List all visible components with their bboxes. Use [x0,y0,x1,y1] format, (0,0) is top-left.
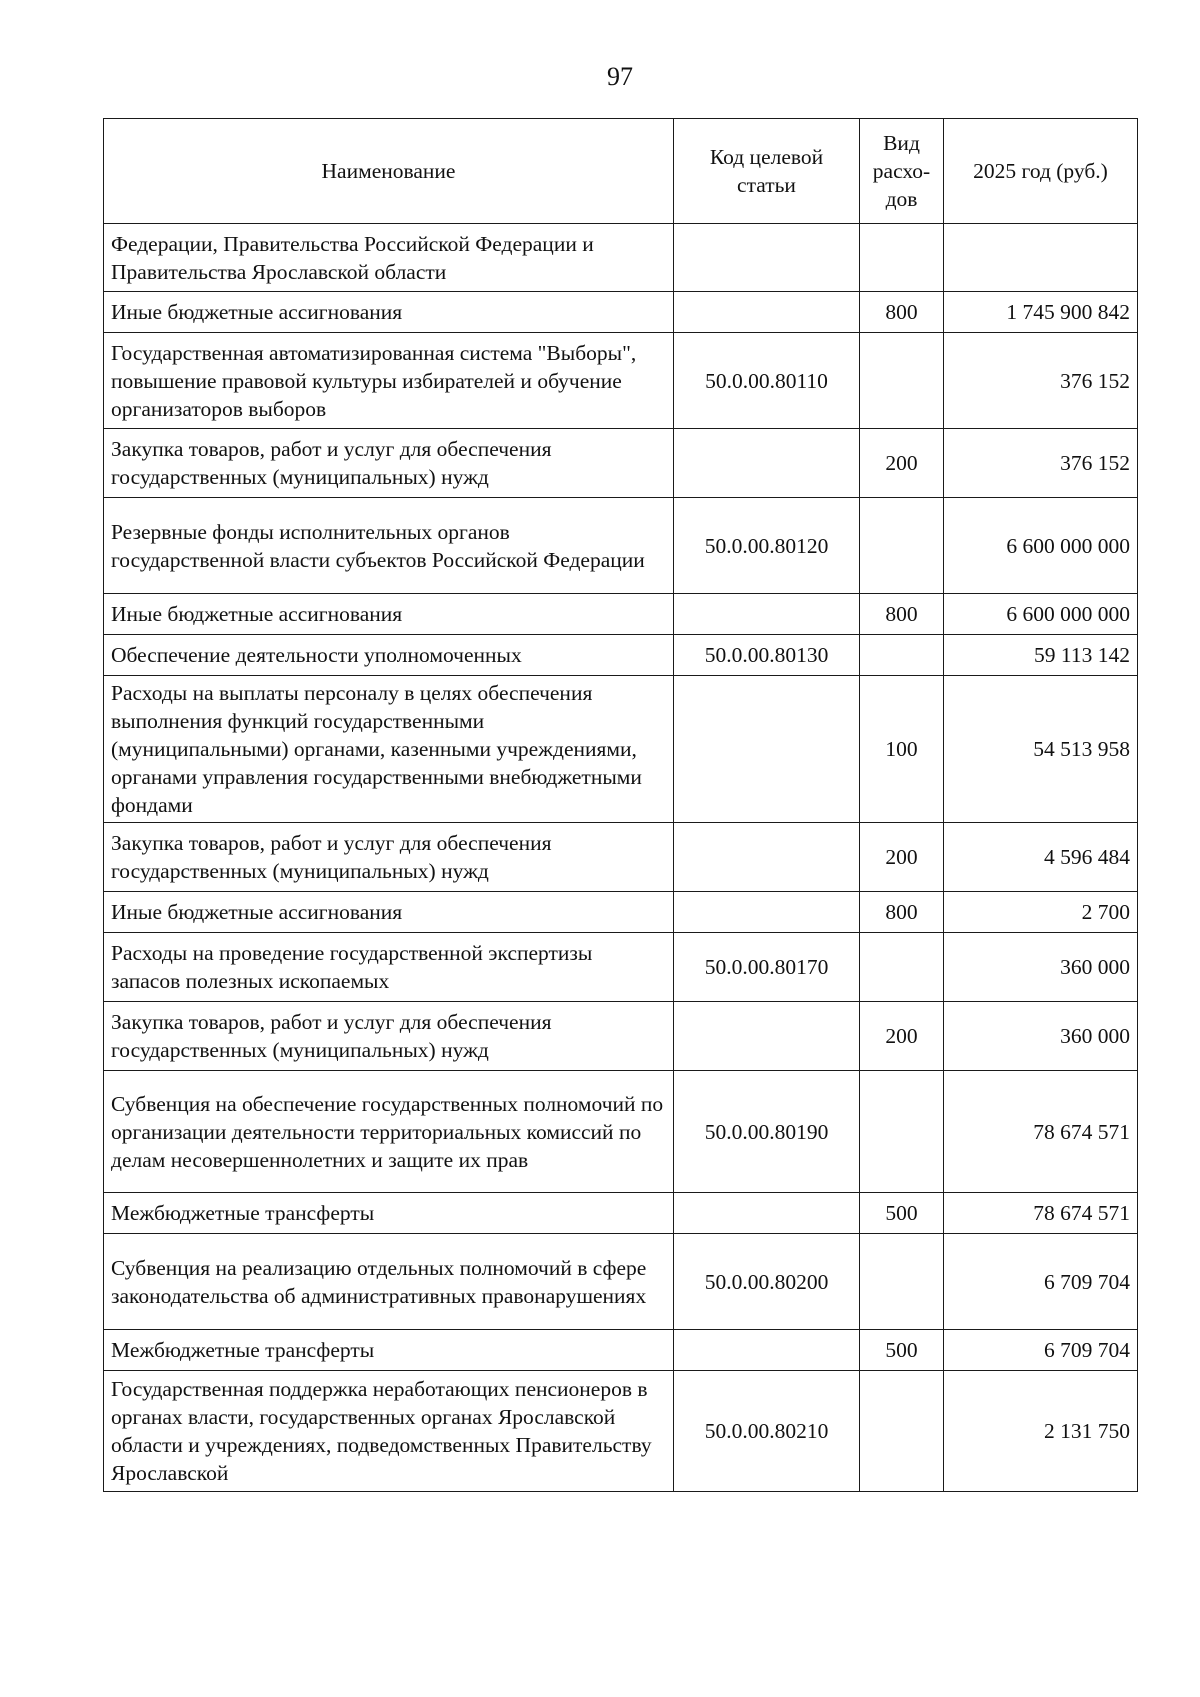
row-sum-cell: 6 709 704 [944,1234,1138,1330]
table-row [104,635,1138,676]
row-name-cell: Обеспечение деятельности уполномоченных [104,635,674,676]
row-code-cell: 50.0.00.80110 [674,333,860,429]
row-name-cell: Расходы на выплаты персоналу в целях обеспечения выполнения функций государственными (муниципальными) органами, казенными учреждениями, органами управления государственными внебюджетными фондами [104,676,674,823]
row-name-cell: Иные бюджетные ассигнования [104,594,674,635]
row-vid-cell: 200 [860,429,944,498]
row-vid-cell: 800 [860,594,944,635]
row-code-cell [674,1002,860,1071]
table-row [104,292,1138,333]
row-sum-cell: 78 674 571 [944,1193,1138,1234]
row-vid-cell [860,1371,944,1492]
row-sum-cell: 54 513 958 [944,676,1138,823]
row-sum-cell [944,224,1138,292]
table-row [104,823,1138,892]
row-vid-cell: 800 [860,892,944,933]
row-code-cell: 50.0.00.80190 [674,1071,860,1193]
row-sum-cell: 78 674 571 [944,1071,1138,1193]
row-code-cell [674,892,860,933]
row-name-cell: Иные бюджетные ассигнования [104,292,674,333]
table-row [104,224,1138,292]
table-row [104,933,1138,1002]
table-row [104,333,1138,429]
row-code-cell [674,594,860,635]
row-sum-cell: 6 600 000 000 [944,498,1138,594]
row-vid-cell: 100 [860,676,944,823]
table-row [104,498,1138,594]
row-name-cell: Закупка товаров, работ и услуг для обеспечения государственных (муниципальных) нужд [104,823,674,892]
table-row [104,594,1138,635]
row-name-cell: Федерации, Правительства Российской Федерации и Правительства Ярославской области [104,224,674,292]
row-code-cell [674,1330,860,1371]
row-name-cell: Субвенция на реализацию отдельных полномочий в сфере законодательства об административных правонарушениях [104,1234,674,1330]
row-vid-cell: 500 [860,1330,944,1371]
budget-table [103,118,1138,1492]
row-code-cell: 50.0.00.80130 [674,635,860,676]
row-sum-cell: 59 113 142 [944,635,1138,676]
row-sum-cell: 376 152 [944,333,1138,429]
row-vid-cell [860,498,944,594]
row-vid-cell: 800 [860,292,944,333]
row-sum-cell: 2 131 750 [944,1371,1138,1492]
row-code-cell [674,429,860,498]
page-number: 97 [607,62,633,91]
table-row [104,1371,1138,1492]
row-name-cell: Закупка товаров, работ и услуг для обеспечения государственных (муниципальных) нужд [104,429,674,498]
row-sum-cell: 6 600 000 000 [944,594,1138,635]
row-name-cell: Межбюджетные трансферты [104,1193,674,1234]
row-name-cell: Межбюджетные трансферты [104,1330,674,1371]
row-vid-cell: 500 [860,1193,944,1234]
table-header-row [104,119,1138,224]
table-row [104,892,1138,933]
table-row [104,1002,1138,1071]
row-code-cell [674,823,860,892]
row-sum-cell: 360 000 [944,1002,1138,1071]
row-code-cell: 50.0.00.80210 [674,1371,860,1492]
row-vid-cell [860,635,944,676]
row-vid-cell [860,933,944,1002]
row-sum-cell: 360 000 [944,933,1138,1002]
row-name-cell: Расходы на проведение государственной экспертизы запасов полезных ископаемых [104,933,674,1002]
table-row [104,1071,1138,1193]
table-row [104,676,1138,823]
table-body [104,224,1138,1492]
row-code-cell: 50.0.00.80200 [674,1234,860,1330]
row-code-cell [674,224,860,292]
row-name-cell: Резервные фонды исполнительных органов государственной власти субъектов Российской Федерации [104,498,674,594]
row-sum-cell: 4 596 484 [944,823,1138,892]
header-code: Код целевой статьи [674,119,860,224]
row-name-cell: Субвенция на обеспечение государственных полномочий по организации деятельности территориальных комиссий по делам несовершеннолетних и защите их прав [104,1071,674,1193]
row-code-cell [674,292,860,333]
row-sum-cell: 1 745 900 842 [944,292,1138,333]
table-row [104,1234,1138,1330]
row-name-cell: Закупка товаров, работ и услуг для обеспечения государственных (муниципальных) нужд [104,1002,674,1071]
row-name-cell: Государственная автоматизированная система "Выборы", повышение правовой культуры избирателей и обучение организаторов выборов [104,333,674,429]
row-name-cell: Иные бюджетные ассигнования [104,892,674,933]
table-row [104,1193,1138,1234]
header-vid: Вид расхо-дов [860,119,944,224]
header-name: Наименование [104,119,674,224]
header-sum: 2025 год (руб.) [944,119,1138,224]
row-name-cell: Государственная поддержка неработающих пенсионеров в органах власти, государственных органах Ярославской области и учреждениях, подведомственных Правительству Ярославской [104,1371,674,1492]
table-row [104,1330,1138,1371]
row-code-cell [674,1193,860,1234]
table-row [104,429,1138,498]
row-sum-cell: 2 700 [944,892,1138,933]
row-code-cell: 50.0.00.80120 [674,498,860,594]
row-sum-cell: 376 152 [944,429,1138,498]
row-vid-cell: 200 [860,1002,944,1071]
row-vid-cell [860,224,944,292]
row-sum-cell: 6 709 704 [944,1330,1138,1371]
row-code-cell [674,676,860,823]
row-vid-cell [860,333,944,429]
row-code-cell: 50.0.00.80170 [674,933,860,1002]
row-vid-cell [860,1234,944,1330]
row-vid-cell: 200 [860,823,944,892]
row-vid-cell [860,1071,944,1193]
